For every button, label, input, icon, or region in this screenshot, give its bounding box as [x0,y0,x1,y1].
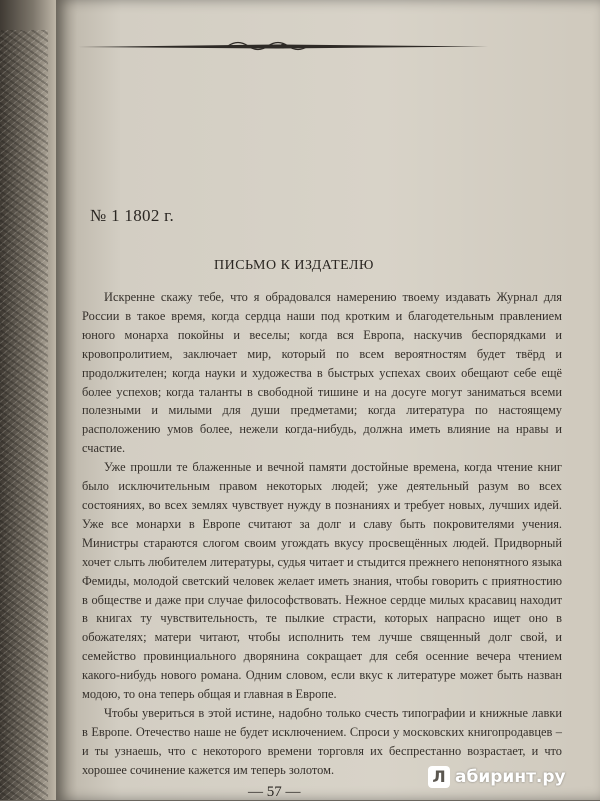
ornamental-divider [78,38,488,54]
paragraph-2: Уже прошли те блаженные и вечной памяти достойные времена, когда чтение книг было исключительным правом некоторых людей; уже деятельный разум во всех состояниях, во всех землях чувствует нужду в познаниях и требует новых, лучших идей. Уже все монархи в Европе считают за долг и славу быть покровителями учения. Министры стараются слогом своим угождать вкусу просвещённых людей. Придворный хочет слыть любителем литературы, судья читает и стыдится прежнего непонятного языка Фемиды, молодой светский человек желает иметь знания, чтобы говорить с приятностию в обществе и даже при случае философствовать. Нежное сердце милых красавиц находит в книгах ту чувствительность, те пылкие страсти, которых напрасно ищет оно в обожателях; матери читают, чтобы исполнить тем лучше священный долг свой, и семейство провинциального дворянина сокращает для себя осенние вечера чтением какого-нибудь нового романа. Одним словом, если вкус к литературе может быть назван модою, то она теперь общая и главная в Европе. [82,460,562,702]
letter-title: ПИСЬМО К ИЗДАТЕЛЮ [214,258,374,273]
facing-page [0,0,60,800]
paragraph-3: Чтобы увериться в этой истине, надобно только счесть типографии и книжные лавки в Европе. Отечество наше не будет исключением. Спроси у московских книгопродавцев – и ты узнаешь, что с некоторого времени торговля их беспрестанно возрастает, и что хорошее сочинение кажется им теперь золотом. [82,705,562,777]
body-text [82,288,562,780]
issue-number-heading: № 1 1802 г. [90,206,175,225]
page-number: — 57 — [248,784,301,800]
labirint-logo-icon: Л [428,766,450,788]
paragraph-1: Искренне скажу тебе, что я обрадовался намерению твоему издавать Журнал для России в такое время, когда сердца наши под кротким и благодетельным правлением юного монарха покойны и веселы; когда вся Европа, наскучив беспорядками и кровопролитием, заключает мир, который по всем вероятностям будет твёрд и продолжителен; когда науки и художества в быстрых успехах своих обещают себе ещё более успехов; когда таланты в свободной тишине и на досуге могут заниматься всеми полезными и милыми для души предметами; когда литература по настоящему расположению умов более, нежели когда-нибудь, должна иметь влияние на нравы и счастие. [82,290,562,456]
watermark-text: абиринт.ру [455,767,566,787]
engraving-illustration [0,30,48,800]
labirint-watermark [428,766,566,788]
